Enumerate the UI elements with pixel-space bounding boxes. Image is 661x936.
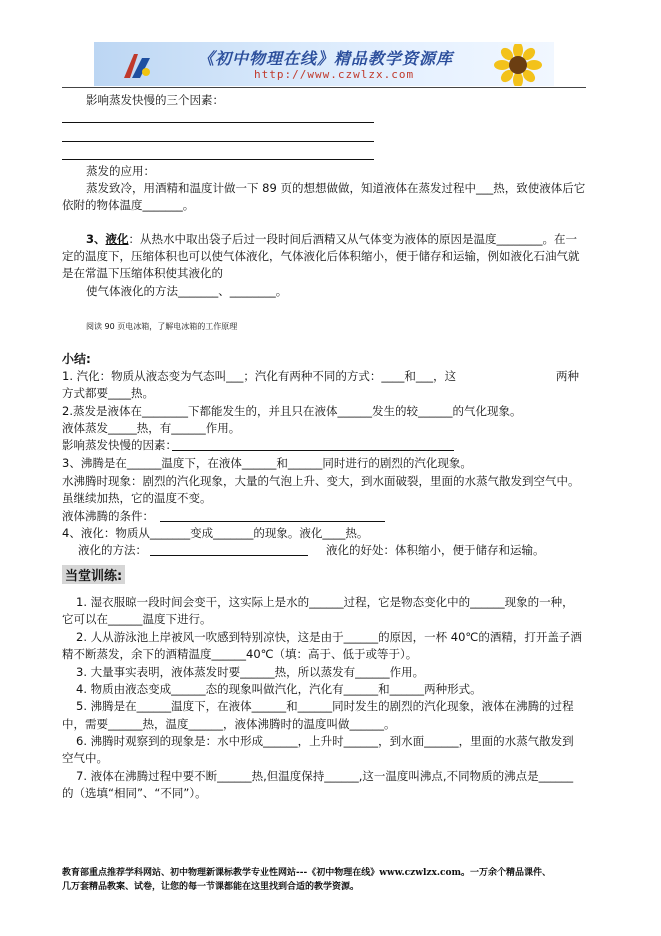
summary-line: 2.蒸发是液体在________下都能发生的，并且只在液体______发生的较______的气化现象。 (62, 404, 522, 418)
summary-line: 液化的方法： (78, 543, 147, 557)
evap-factors-label: 影响蒸发快慢的三个因素： (86, 93, 224, 107)
summary-line: 两种 (556, 369, 579, 383)
footer-line: 几万套精品教案、试卷，让您的每一节课都能在这里找到合适的教学资源。 (62, 882, 360, 892)
summary-line: 液化的好处：体积缩小，便于储存和运输。 (326, 543, 545, 557)
footer-line: 教育部重点推荐学科网站、初中物理新课标教学专业性网站---《初中物理在线》www.czwlzx.com。一万余个精品课件、 (62, 868, 552, 878)
practice-question: 它可以在______温度下进行。 (62, 612, 212, 626)
banner-url: http://www.czwlzx.com (254, 68, 415, 81)
practice-question: 1. 湿衣服晾一段时间会变干，这实际上是水的______过程，它是物态变化中的______现象的一种， (76, 595, 574, 609)
practice-question: 空气中。 (62, 751, 108, 765)
practice-question: 4. 物质由液态变成______态的现象叫做汽化，汽化有______和______两种形式。 (76, 682, 482, 696)
practice-question: 5. 沸腾是在______温度下，在液体______和______同时发生的剧烈的汽化现象，液体在沸腾的过程 (76, 699, 574, 713)
answer-line (62, 159, 374, 160)
summary-line: 影响蒸发快慢的因素： (62, 438, 177, 452)
practice-question: 精不断蒸发，余下的酒精温度______40℃（填：高于、低于或等于）。 (62, 647, 418, 661)
summary-title: 小结: (62, 352, 91, 366)
sunflower-icon (488, 44, 548, 86)
liquefaction-line: 是在常温下压缩体积使其液化的 (62, 266, 223, 280)
practice-title-text: 当堂训练 (65, 569, 118, 584)
evap-app-line: 依附的物体温度_______。 (62, 198, 195, 212)
practice-question: 的（选填“相同”、“不同”）。 (62, 786, 207, 800)
answer-line (62, 141, 374, 142)
summary-line: 3、沸腾是在______温度下，在液体______和______同时进行的剧烈的汽化现象。 (62, 456, 472, 470)
practice-title (62, 565, 125, 584)
summary-line: 虽继续加热，它的温度不变。 (62, 491, 212, 505)
evap-app-heading: 蒸发的应用： (86, 164, 155, 178)
practice-question: 3. 大量事实表明，液体蒸发时要______热，所以蒸发有______作用。 (76, 665, 425, 679)
summary-line: 液体蒸发_____热，有______作用。 (62, 421, 241, 435)
header-divider (62, 87, 586, 88)
reading-note: 阅读 90 页电冰箱，了解电冰箱的工作原理 (86, 322, 238, 331)
liquefaction-num: 3、 (86, 232, 106, 246)
liquefaction-term: 液化 (105, 232, 129, 246)
practice-question: 中，需要______热，温度______，液体沸腾时的温度叫做______。 (62, 717, 396, 731)
summary-line: 液体沸腾的条件： (62, 509, 154, 523)
liquefaction-line (86, 231, 577, 247)
answer-line (172, 450, 454, 451)
answer-line (62, 122, 374, 123)
liquefaction-methods: 使气体液化的方法_______、________。 (86, 284, 288, 298)
summary-line: 水沸腾时现象：剧烈的汽化现象，大量的气泡上升、变大，到水面破裂，里面的水蒸气散发到空气中。 (62, 474, 580, 488)
site-logo-icon (120, 50, 154, 80)
practice-question: 7. 液体在沸腾过程中要不断______热,但温度保持______,这一温度叫沸点,不同物质的沸点是______ (76, 769, 574, 783)
liquefaction-text: ：从热水中取出袋子后过一段时间后酒精又从气体变为液体的原因是温度________。在一 (128, 232, 578, 246)
summary-line: 4、液化：物质从_______变成_______的现象。液化____热。 (62, 526, 369, 540)
summary-line: 1. 汽化：物质从液态变为气态叫___；汽化有两种不同的方式：____和___，这 (62, 369, 457, 383)
banner-title: 《初中物理在线》精品教学资源库 (198, 49, 454, 68)
answer-line (150, 555, 308, 556)
practice-question: 2. 人从游泳池上岸被风一吹感到特别凉快，这是由于______的原因，一杯 40℃的酒精，打开盖子酒 (76, 630, 582, 644)
summary-line: 方式都要____热。 (62, 386, 154, 400)
practice-question: 6. 沸腾时观察到的现象是：水中形成______，上升时______，到水面______，里面的水蒸气散发到 (76, 734, 574, 748)
evap-app-line: 蒸发致冷，用酒精和温度计做一下 89 页的想想做做，知道液体在蒸发过程中___热，致使液体后它 (86, 181, 586, 195)
practice-title-colon: : (117, 569, 123, 584)
header-banner (94, 42, 554, 86)
answer-line (160, 521, 385, 522)
liquefaction-line: 定的温度下，压缩体积也可以使气体液化，气体液化后体积缩小，便于储存和运输，例如液化石油气就 (62, 249, 580, 263)
